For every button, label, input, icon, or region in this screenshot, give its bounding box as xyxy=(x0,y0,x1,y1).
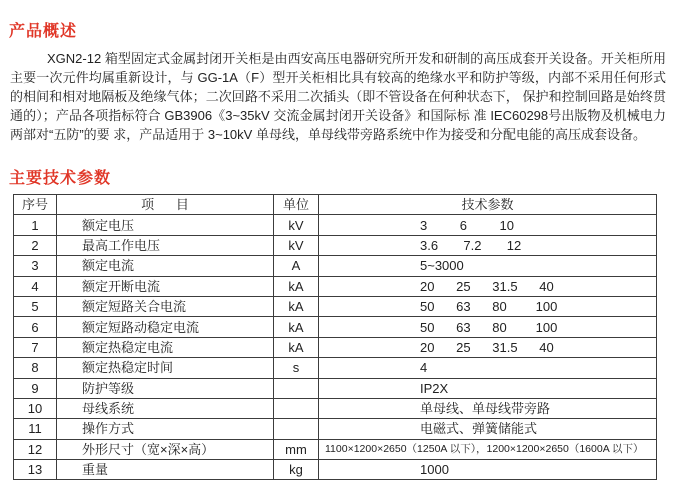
cell-value: 5~3000 xyxy=(319,256,657,276)
cell-item: 额定热稳定时间 xyxy=(57,358,274,378)
cell-no: 4 xyxy=(14,276,57,296)
table-row xyxy=(14,419,657,439)
cell-no: 3 xyxy=(14,256,57,276)
cell-unit xyxy=(274,378,319,398)
cell-value: 50 63 80 100 xyxy=(319,317,657,337)
cell-unit: kA xyxy=(274,276,319,296)
cell-item: 防护等级 xyxy=(57,378,274,398)
table-row xyxy=(14,439,657,459)
cell-no: 7 xyxy=(14,337,57,357)
table-row xyxy=(14,296,657,316)
cell-no: 6 xyxy=(14,317,57,337)
overview-paragraph: XGN2-12 箱型固定式金属封闭开关柜是由西安高压电器研究所开发和研制的高压成套开关设备。开关柜所用主要一次元件均属重新设计，与 GG-1A（F）型开关柜相比具有较高的绝缘水平和防护等级，内部不采用任何形式的相间和相对地隔板及绝缘气体；二次回路不采用二次插头（即不管设备在何种状态下， 保护和控制回路是始终贯通的）；产品各项指标符合 GB3906《3~35kV 交流金属封闭开关设备》和国际标 准 IEC60298号出版物及机械电力两部对“五防”的要 求，产品适用于 3~10kV 单母线，单母线带旁路系统中作为接受和分配电能的高压成套设备。 xyxy=(10,51,666,142)
column-header-value: 技术参数 xyxy=(319,195,657,215)
cell-unit: mm xyxy=(274,439,319,459)
cell-unit xyxy=(274,398,319,418)
table-row xyxy=(14,337,657,357)
table-row xyxy=(14,358,657,378)
cell-no: 13 xyxy=(14,460,57,480)
cell-value: 50 63 80 100 xyxy=(319,296,657,316)
cell-unit: kV xyxy=(274,215,319,235)
cell-value: 单母线、单母线带旁路 xyxy=(319,398,657,418)
cell-item: 操作方式 xyxy=(57,419,274,439)
table-row xyxy=(14,378,657,398)
table-row xyxy=(14,460,657,480)
cell-item: 额定短路关合电流 xyxy=(57,296,274,316)
cell-value: 1100×1200×2650（1250A 以下），1200×1200×2650（1600A 以下） xyxy=(319,439,657,459)
parameters-table xyxy=(13,194,657,480)
cell-item: 外形尺寸（宽×深×高） xyxy=(57,439,274,459)
cell-value: 3.6 7.2 12 xyxy=(319,235,657,255)
cell-no: 1 xyxy=(14,215,57,235)
cell-item: 额定开断电流 xyxy=(57,276,274,296)
cell-unit: A xyxy=(274,256,319,276)
cell-unit: kA xyxy=(274,317,319,337)
table-row xyxy=(14,398,657,418)
cell-no: 2 xyxy=(14,235,57,255)
cell-no: 5 xyxy=(14,296,57,316)
cell-no: 10 xyxy=(14,398,57,418)
table-row xyxy=(14,215,657,235)
parameters-table-body xyxy=(14,215,657,480)
cell-value: 20 25 31.5 40 xyxy=(319,337,657,357)
cell-value: IP2X xyxy=(319,378,657,398)
cell-unit: kA xyxy=(274,337,319,357)
cell-no: 11 xyxy=(14,419,57,439)
column-header-no: 序号 xyxy=(14,195,57,215)
cell-item: 额定电流 xyxy=(57,256,274,276)
cell-item: 重量 xyxy=(57,460,274,480)
table-header-row xyxy=(14,195,657,215)
cell-no: 9 xyxy=(14,378,57,398)
cell-unit: kg xyxy=(274,460,319,480)
cell-item: 最高工作电压 xyxy=(57,235,274,255)
parameters-heading: 主要技术参数 xyxy=(9,170,112,187)
cell-unit: s xyxy=(274,358,319,378)
cell-no: 8 xyxy=(14,358,57,378)
cell-value: 3 6 10 xyxy=(319,215,657,235)
column-header-unit: 单位 xyxy=(274,195,319,215)
cell-value: 电磁式、弹簧储能式 xyxy=(319,419,657,439)
table-row xyxy=(14,256,657,276)
cell-value: 1000 xyxy=(319,460,657,480)
cell-unit xyxy=(274,419,319,439)
cell-value: 20 25 31.5 40 xyxy=(319,276,657,296)
cell-value: 4 xyxy=(319,358,657,378)
overview-heading: 产品概述 xyxy=(9,23,78,40)
table-row xyxy=(14,276,657,296)
cell-item: 额定热稳定电流 xyxy=(57,337,274,357)
cell-no: 12 xyxy=(14,439,57,459)
cell-unit: kV xyxy=(274,235,319,255)
cell-item: 额定电压 xyxy=(57,215,274,235)
column-header-item: 项 目 xyxy=(57,195,274,215)
cell-unit: kA xyxy=(274,296,319,316)
table-row xyxy=(14,317,657,337)
cell-item: 额定短路动稳定电流 xyxy=(57,317,274,337)
table-row xyxy=(14,235,657,255)
cell-item: 母线系统 xyxy=(57,398,274,418)
